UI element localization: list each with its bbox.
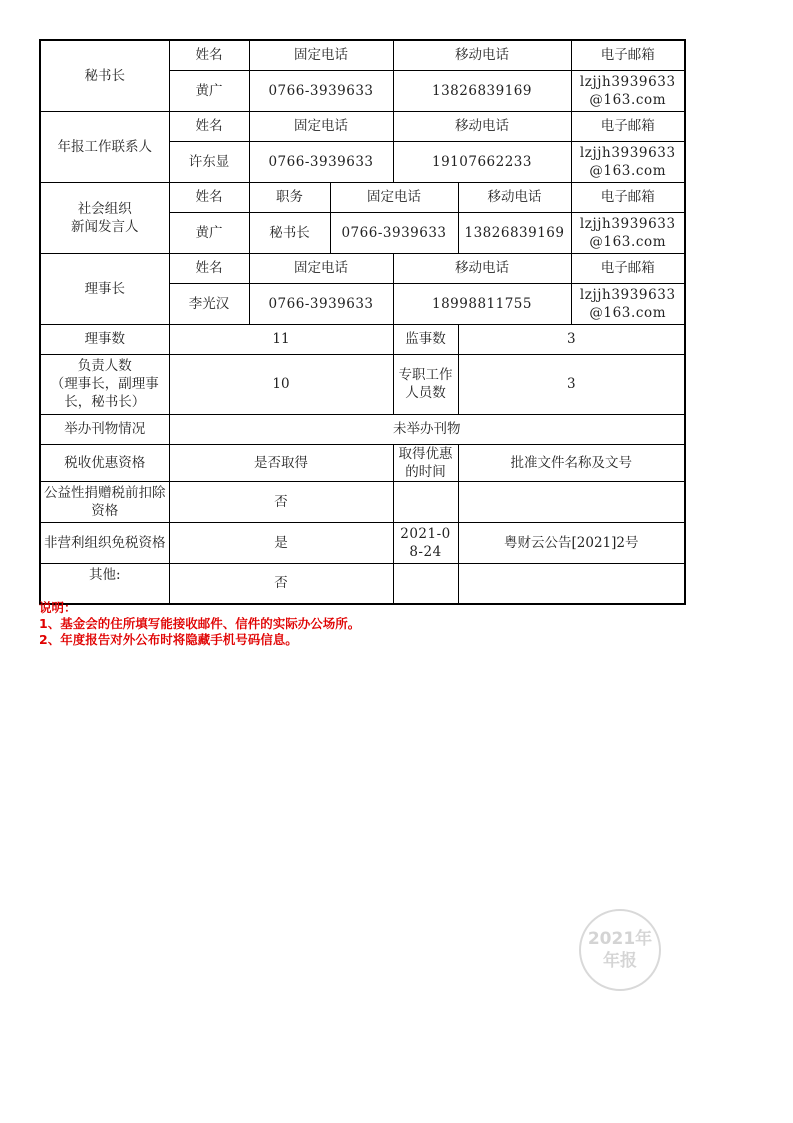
table-row [40,324,685,354]
tax-header-doc: 批准文件名称及文号 [458,444,685,481]
tax-header-time: 取得优惠的时间 [393,444,458,481]
annual-report-contact-name: 许东显 [169,141,249,182]
tax-header-label: 税收优惠资格 [40,444,169,481]
name-header: 姓名 [169,182,249,212]
landline-header: 固定电话 [249,40,393,70]
tax-row-obtained: 否 [169,563,393,604]
secretary-general-landline: 0766-3939633 [249,70,393,111]
tax-row-obtained: 否 [169,481,393,522]
annual-report-contact-mobile: 19107662233 [393,141,571,182]
table-row [40,481,685,522]
leaders-count-value: 10 [169,354,393,414]
mobile-header: 移动电话 [393,111,571,141]
mobile-header: 移动电话 [393,253,571,283]
chairman-label: 理事长 [40,253,169,324]
notes [39,600,360,648]
tax-row-doc [458,563,685,604]
publications-label: 举办刊物情况 [40,414,169,444]
tax-row-time: 2021-08-24 [393,522,458,563]
table-row [40,563,685,604]
secretary-general-email: lzjjh3939633@163.com [571,70,685,111]
chairman-email: lzjjh3939633@163.com [571,283,685,324]
supervisors-count-value: 3 [458,324,685,354]
leaders-count-label-line1: 负责人数 [77,358,132,374]
name-header: 姓名 [169,253,249,283]
table-row [40,522,685,563]
table-row [40,253,685,283]
landline-header: 固定电话 [249,253,393,283]
annual-report-stamp-icon [579,909,661,991]
notes-line: 1、基金会的住所填写能接收邮件、信件的实际办公场所。 [39,616,361,631]
tax-row-time [393,563,458,604]
secretary-general-mobile: 13826839169 [393,70,571,111]
tax-row-doc [458,481,685,522]
table-row [40,414,685,444]
name-header: 姓名 [169,40,249,70]
spokesperson-position: 秘书长 [249,212,330,253]
secretary-general-label: 秘书长 [40,40,169,111]
leaders-count-label-line2: （理事长，副理事 [50,376,159,392]
directors-count-label: 理事数 [40,324,169,354]
chairman-mobile: 18998811755 [393,283,571,324]
mobile-header: 移动电话 [393,40,571,70]
email-header: 电子邮箱 [571,182,685,212]
annual-report-contact-landline: 0766-3939633 [249,141,393,182]
spokesperson-landline: 0766-3939633 [330,212,458,253]
table-row [40,182,685,212]
spokesperson-name: 黄广 [169,212,249,253]
supervisors-count-label: 监事数 [393,324,458,354]
notes-line: 2、年度报告对外公布时将隐藏手机号码信息。 [39,632,298,647]
leaders-count-label-line3: 长，秘书长） [64,394,146,410]
annual-report-contact-label: 年报工作联系人 [40,111,169,182]
leaders-count-label [40,354,169,414]
table-row [40,444,685,481]
tax-row-label: 公益性捐赠税前扣除资格 [40,481,169,522]
chairman-name: 李光汉 [169,283,249,324]
chairman-landline: 0766-3939633 [249,283,393,324]
table-row [40,354,685,414]
staff-count-label: 专职工作人员数 [393,354,458,414]
mobile-header: 移动电话 [458,182,571,212]
spokesperson-mobile: 13826839169 [458,212,571,253]
spokesperson-email: lzjjh3939633@163.com [571,212,685,253]
email-header: 电子邮箱 [571,40,685,70]
stamp-line1: 2021年 [587,929,653,949]
table-row [40,111,685,141]
name-header: 姓名 [169,111,249,141]
contact-info-table [39,39,686,605]
spokesperson-label-line2: 新闻发言人 [71,218,139,235]
publications-value: 未举办刊物 [169,414,685,444]
secretary-general-name: 黄广 [169,70,249,111]
staff-count-value: 3 [458,354,685,414]
position-header: 职务 [249,182,330,212]
spokesperson-label-line1: 社会组织 [77,200,132,217]
spokesperson-label [40,182,169,253]
tax-header-obtained: 是否取得 [169,444,393,481]
landline-header: 固定电话 [330,182,458,212]
tax-row-label: 其他: [40,563,169,604]
stamp-line2: 年报 [603,951,637,971]
landline-header: 固定电话 [249,111,393,141]
email-header: 电子邮箱 [571,253,685,283]
email-header: 电子邮箱 [571,111,685,141]
directors-count-value: 11 [169,324,393,354]
tax-row-doc: 粤财云公告[2021]2号 [458,522,685,563]
notes-title: 说明： [39,600,77,615]
tax-row-obtained: 是 [169,522,393,563]
tax-row-label: 非营利组织免税资格 [40,522,169,563]
table-row [40,40,685,70]
annual-report-contact-email: lzjjh3939633@163.com [571,141,685,182]
tax-row-time [393,481,458,522]
